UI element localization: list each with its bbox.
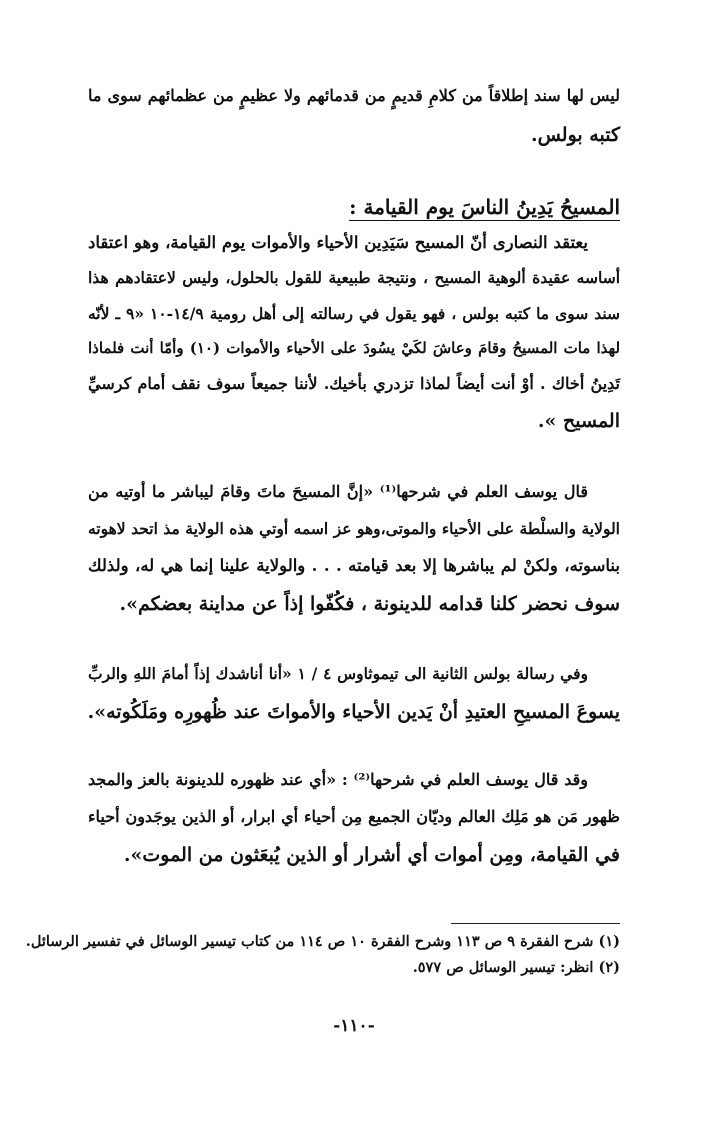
section-heading (349, 196, 620, 219)
text-line: المسيح ». (537, 410, 620, 432)
text-line: في القيامة، ومِن أموات أي أشرار أو الذين يُبعَثون من الموت». (123, 844, 620, 866)
text-line: الولاية والسلْطة على الأحياء والموتى،وهو عز اسمه أوتي هذه الولاية مذ اتحد لاهوته (88, 519, 620, 538)
text-line: لهذا مات المسيحُ وقامَ وعاشَ لكَيْ يسُودَ على الأحياء والأموات (١٠) وأمّا أنت فلماذا (88, 339, 621, 357)
text-line: تَدِينُ أخاك . أوْ أنت أيضاً لماذا تزدري بأخيك. لأننا جميعاً سوف نقف أمام كرسيِّ (88, 374, 620, 393)
text-line: وفي رسالة بولس الثانية الى تيموثاوس ٤ / ١ «أنا أناشدك إذاً أمامَ اللهِ والربِّ (88, 664, 588, 683)
text-line: سند سوى ما كتبه بولس ، فهو يقول في رسالته إلى أهل رومية ١٤/٩-١٠ «٩ ـ لأنّه (88, 304, 620, 323)
text-line: قال يوسف العلم في شرحها⁽¹⁾ «إنَّ المسيحَ ماتَ وقامَ ليباشر ما أوتيه من (88, 482, 588, 501)
text-line: كتبه بولس. (530, 124, 620, 146)
text-line: سوف نحضر كلنا قدامه للدينونة ، فكُفّوا إذاً عن مداينة بعضكم». (119, 593, 620, 615)
page-number: -١١٠- (333, 1016, 375, 1036)
text-line: يعتقد النصارى أنّ المسيح سَيَدِين الأحياء والأموات يوم القيامة، وهو اعتقاد (88, 233, 588, 252)
text-line: وقد قال يوسف العلم في شرحها⁽²⁾ : «أي عند ظهوره للدينونة بالعز والمجد (88, 770, 588, 789)
text-line: ظهور مَن هو مَلِك العالم وديّان الجميع مِن أحياء أي ابرار، أو الذين يوجَدون أحياء (88, 807, 620, 826)
text-line: بناسوته، ولكنْ لم يباشرها إلا بعد قيامته . . . والولاية علينا إنما هي له، ولذلك (88, 556, 620, 575)
text-line: ليس لها سند إطلاقاً من كلامِ قديمٍ من قدمائهم ولا عظيمٍ من عظمائهم سوى ما (88, 86, 620, 105)
footnote: (٢) انظر: تيسير الوسائل ص ٥٧٧. (412, 959, 620, 976)
footnote: (١) شرح الفقرة ٩ ص ١١٣ وشرح الفقرة ١٠ ص ١١٤ من كتاب تيسير الوسائل في تفسير الرسائل. (25, 933, 620, 950)
text-line: أساسه عقيدة ألوهية المسيح ، ونتيجة طبيعية للقول بالحلول، وليس لاعتقادهم هذا (88, 268, 620, 287)
text-line: يسوعَ المسيحِ العتيدِ أنْ يَدين الأحياء والأمواتَ عند ظُهورِه ومَلَكُوته». (87, 701, 620, 723)
footnote-separator (451, 923, 620, 924)
section-heading-text: المسيحُ يَدِينُ الناسَ يوم القيامة : (349, 195, 620, 219)
